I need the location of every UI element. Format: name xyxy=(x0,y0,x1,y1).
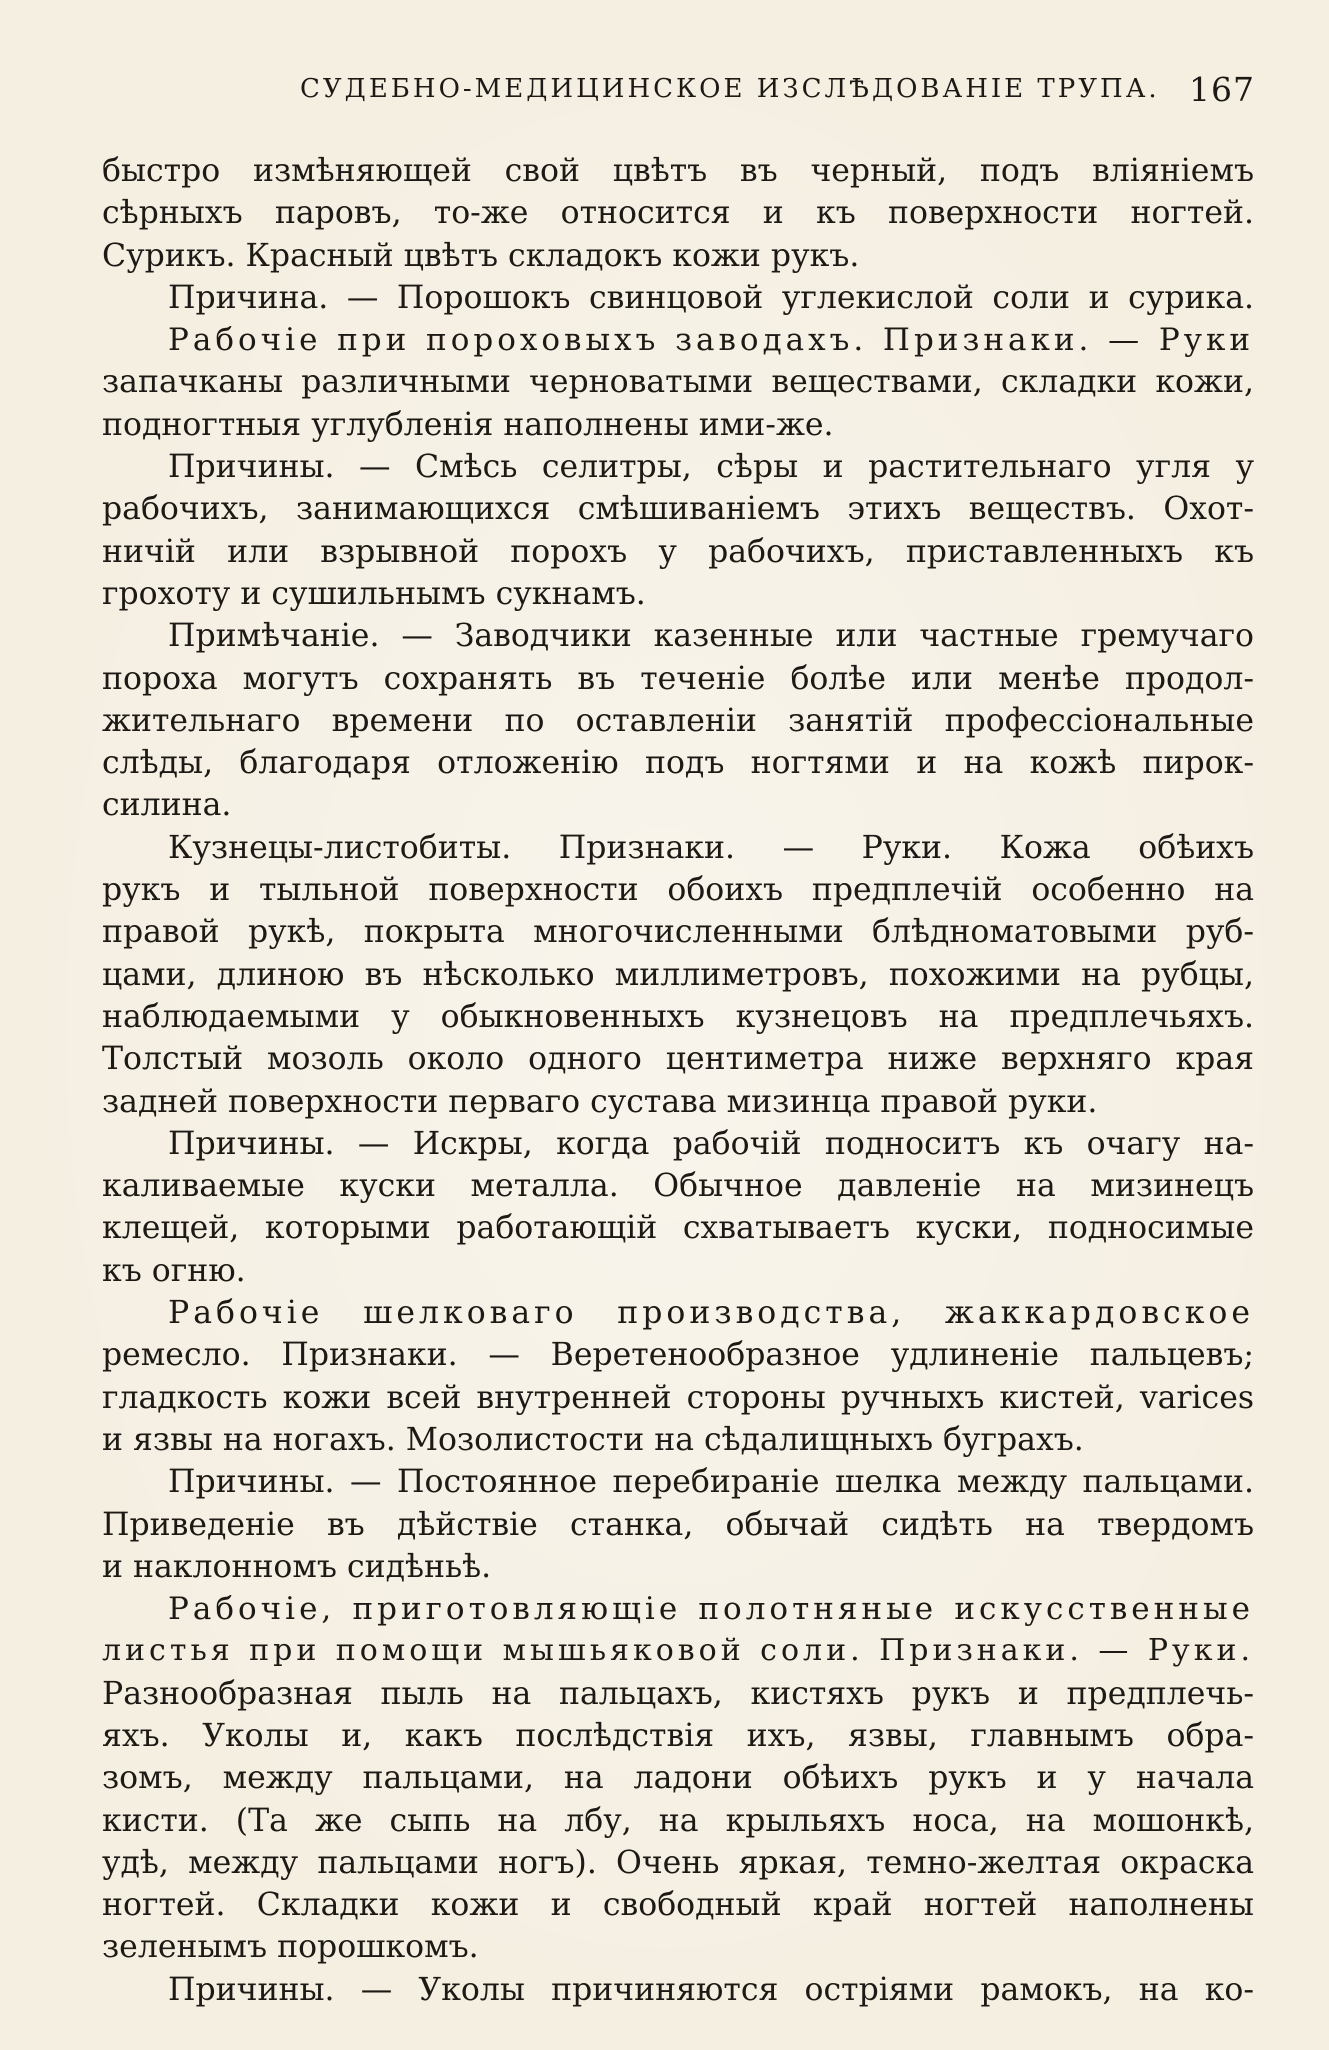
page-number: 167 xyxy=(1189,70,1255,109)
text-line: Примѣчанiе. — Заводчики казенные или частные гремучаго xyxy=(168,618,1254,655)
text-line: силина. xyxy=(102,787,232,824)
text-line: каливаемые куски металла. Обычное давленiе на мизинецъ xyxy=(102,1168,1254,1205)
text-line: яхъ. Уколы и, какъ послѣдствiя ихъ, язвы, главнымъ обра- xyxy=(102,1717,1254,1754)
text-line: подногтныя углубленiя наполнены ими-же. xyxy=(102,406,834,443)
text-line: гладкость кожи всей внутренней стороны ручныхъ кистей, varices xyxy=(102,1379,1254,1416)
text-line: и язвы на ногахъ. Мозолистости на сѣдалищныхъ буграхъ. xyxy=(102,1421,1084,1458)
text-line: пороха могутъ сохранять въ теченiе болѣе или менѣе продол- xyxy=(102,660,1254,697)
page-header xyxy=(300,70,1255,118)
text-line: удѣ, между пальцами ногъ). Очень яркая, темно-желтая окраска xyxy=(102,1844,1254,1881)
text-line: Толстый мозоль около одного центиметра ниже верхняго края xyxy=(102,1041,1254,1078)
text-line: зеленымъ порошкомъ. xyxy=(102,1929,479,1966)
text-line: быстро измѣняющей свой цвѣтъ въ черный, подъ влiянiемъ xyxy=(102,153,1254,189)
text-line: грохоту и сушильнымъ сукнамъ. xyxy=(102,575,646,612)
text-line: ничiй или взрывной порохъ у рабочихъ, приставленныхъ къ xyxy=(102,533,1254,570)
text-line: Приведенiе въ дѣйствiе станка, обычай сидѣть на твердомъ xyxy=(102,1506,1254,1543)
text-line: Рабочiе при пороховыхъ заводахъ. Признаки. — Руки xyxy=(168,322,1254,359)
text-line: ногтей. Складки кожи и свободный край ногтей наполнены xyxy=(102,1887,1254,1924)
body-text xyxy=(102,150,1254,2011)
text-line: задней поверхности перваго сустава мизинца правой руки. xyxy=(102,1083,1098,1120)
text-line: правой рукѣ, покрыта многочисленными блѣдноматовыми руб- xyxy=(102,914,1254,951)
text-line: Причины. — Уколы причиняются остріями рамокъ, на ко- xyxy=(168,1971,1254,2008)
text-line: къ огню. xyxy=(102,1252,246,1289)
text-line: запачканы различными черноватыми веществами, складки кожи, xyxy=(102,364,1254,401)
text-line: и наклонномъ сидѣньѣ. xyxy=(102,1548,492,1585)
text-line: рабочихъ, занимающихся смѣшиванiемъ этихъ веществъ. Охот- xyxy=(102,491,1254,528)
text-line: Причины. — Постоянное перебиранiе шелка между пальцами. xyxy=(168,1464,1254,1501)
text-line: слѣды, благодаря отложенiю подъ ногтями и на кожѣ пирок- xyxy=(102,745,1254,782)
text-line: сѣрныхъ паровъ, то-же относится и къ поверхности ногтей. xyxy=(102,195,1254,232)
running-head: СУДЕБНО-МЕДИЦИНСКОЕ ИЗСЛѢДОВАНIЕ ТРУПА. xyxy=(300,74,1160,104)
text-line: зомъ, между пальцами, на ладони обѣихъ рукъ и у начала xyxy=(102,1760,1254,1797)
text-line: листья при помощи мышьяковой соли. Признаки. — Руки. xyxy=(102,1633,1254,1669)
text-line: Кузнецы-листобиты. Признаки. — Руки. Кожа обѣихъ xyxy=(168,829,1254,866)
text-line: Причины. — Искры, когда рабочiй подноситъ къ очагу на- xyxy=(168,1125,1254,1162)
text-line: клещей, которыми работающiй схватываетъ куски, подносимые xyxy=(102,1210,1254,1247)
text-line: Разнообразная пыль на пальцахъ, кистяхъ рукъ и предплечь- xyxy=(102,1675,1254,1712)
text-line: Причина. — Порошокъ свинцовой углекислой соли и сурика. xyxy=(168,279,1254,316)
text-line: рукъ и тыльной поверхности обоихъ предплечiй особенно на xyxy=(102,872,1254,909)
text-line: цами, длиною въ нѣсколько миллиметровъ, похожими на рубцы, xyxy=(102,956,1254,993)
text-line: кисти. (Та же сыпь на лбу, на крыльяхъ носа, на мошонкѣ, xyxy=(102,1802,1254,1839)
text-line: Рабочiе, приготовляющiе полотняные искусственные xyxy=(168,1591,1254,1628)
text-line: жительнаго времени по оставленiи занятiй профессiональные xyxy=(102,702,1254,739)
text-line: наблюдаемыми у обыкновенныхъ кузнецовъ на предплечьяхъ. xyxy=(102,998,1254,1035)
text-line: ремесло. Признаки. — Веретенообразное удлиненiе пальцевъ; xyxy=(102,1337,1254,1374)
text-line: Сурикъ. Красный цвѣтъ складокъ кожи рукъ. xyxy=(102,237,860,274)
text-line: Причины. — Смѣсь селитры, сѣры и растительнаго угля у xyxy=(168,449,1254,486)
text-line: Рабочiе шелковаго производства, жаккардовское xyxy=(168,1295,1254,1332)
